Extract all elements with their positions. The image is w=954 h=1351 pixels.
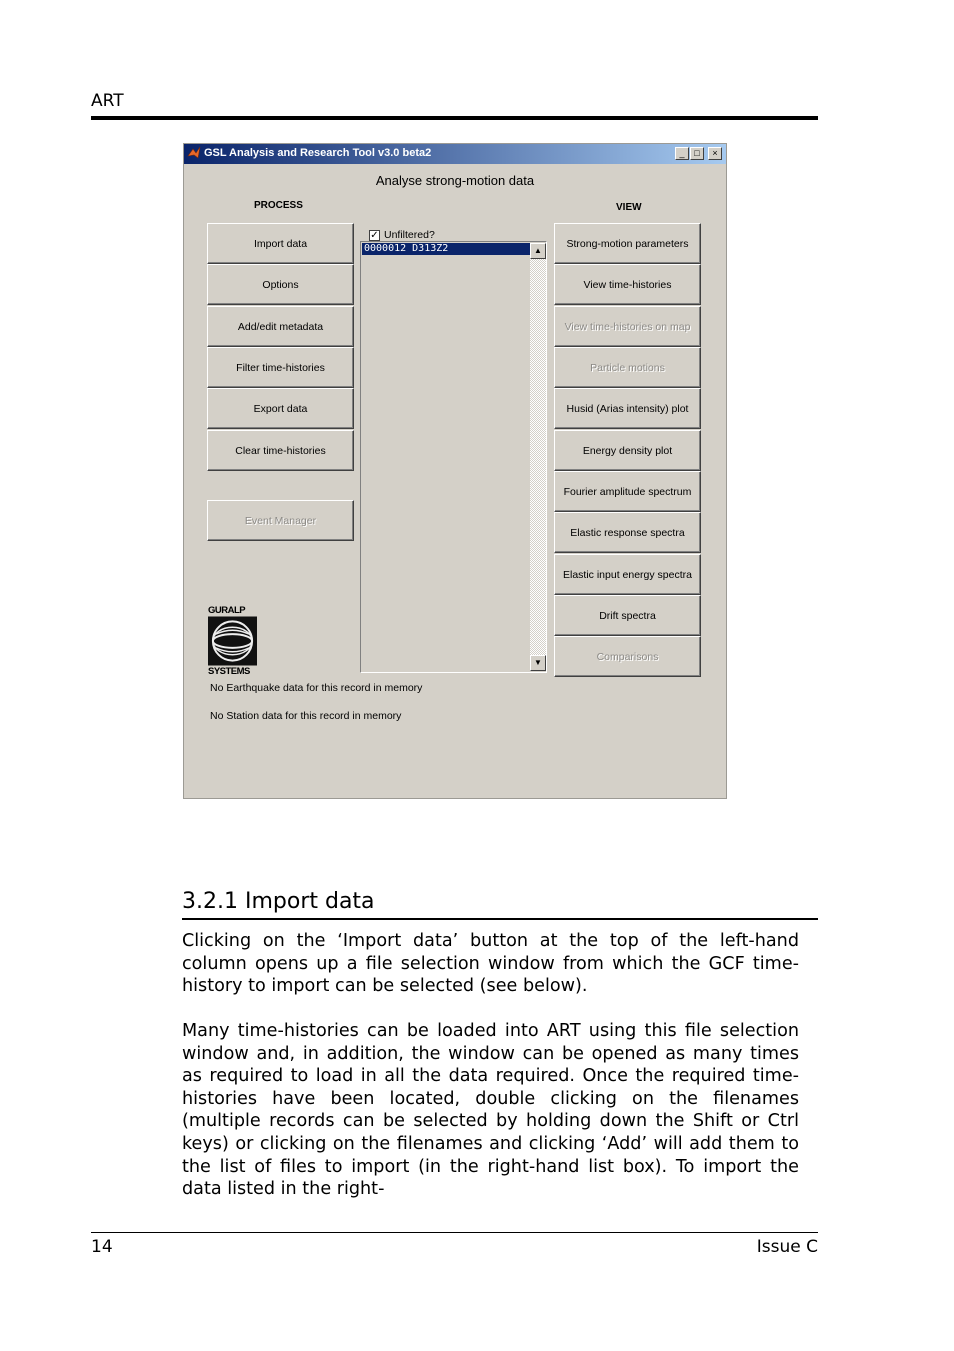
add-edit-metadata-button[interactable]: Add/edit metadata <box>207 306 354 347</box>
unfiltered-checkbox[interactable]: ✓ <box>370 230 379 241</box>
view-time-histories-on-map-button[interactable]: View time-histories on map <box>554 306 701 347</box>
unfiltered-label: Unfiltered? <box>384 229 435 241</box>
maximize-button[interactable]: □ <box>690 147 704 160</box>
window-title: GSL Analysis and Research Tool v3.0 beta2 <box>204 147 432 159</box>
header-rule <box>91 116 818 120</box>
paragraph: Clicking on the ‘Import data’ button at the top of the left-hand column opens up a file selection window from which the GCF time-history to import can be selected (see below). <box>182 931 799 997</box>
station-status: No Station data for this record in memory <box>210 710 402 722</box>
fourier-amplitude-spectrum-button[interactable]: Fourier amplitude spectrum <box>554 471 701 512</box>
process-label: PROCESS <box>254 200 303 211</box>
elastic-input-energy-spectra-button[interactable]: Elastic input energy spectra <box>554 554 701 595</box>
view-time-histories-button[interactable]: View time-histories <box>554 264 701 305</box>
view-label: VIEW <box>616 202 642 213</box>
particle-motions-button[interactable]: Particle motions <box>554 347 701 388</box>
energy-density-plot-button[interactable]: Energy density plot <box>554 430 701 471</box>
window-heading: Analyse strong-motion data <box>375 173 535 188</box>
options-button[interactable]: Options <box>207 264 354 305</box>
minimize-button[interactable]: _ <box>675 147 689 160</box>
running-head: ART <box>91 91 124 111</box>
section-rule <box>182 918 818 920</box>
export-data-button[interactable]: Export data <box>207 388 354 429</box>
clear-time-histories-button[interactable]: Clear time-histories <box>207 430 354 471</box>
strong-motion-parameters-button[interactable]: Strong-motion parameters <box>554 223 701 264</box>
globe-icon <box>208 616 257 666</box>
drift-spectra-button[interactable]: Drift spectra <box>554 595 701 636</box>
section-title: 3.2.1 Import data <box>182 889 375 914</box>
listbox-scrollbar[interactable] <box>530 243 546 671</box>
logo-top-text: GURALP <box>208 605 246 616</box>
footer-rule <box>91 1232 818 1233</box>
list-item[interactable]: 0000012 D313Z2 <box>362 243 532 255</box>
guralp-logo <box>208 605 258 677</box>
time-history-listbox[interactable] <box>360 241 547 673</box>
art-main-window <box>183 143 727 799</box>
filter-time-histories-button[interactable]: Filter time-histories <box>207 347 354 388</box>
scroll-down-icon[interactable]: ▼ <box>530 655 546 671</box>
page-number: 14 <box>91 1237 113 1257</box>
earthquake-status: No Earthquake data for this record in memory <box>210 682 423 694</box>
logo-bottom-text: SYSTEMS <box>208 666 250 677</box>
import-data-button[interactable]: Import data <box>207 223 354 264</box>
close-button[interactable]: × <box>708 147 722 160</box>
elastic-response-spectra-button[interactable]: Elastic response spectra <box>554 512 701 553</box>
event-manager-button[interactable]: Event Manager <box>207 500 354 541</box>
window-titlebar <box>184 144 726 164</box>
paragraph: Many time-histories can be loaded into ART using this file selection window and, in addition, the window can be opened as many times as required to load in all the data required. Once the required time-histories have been located, double clicking on the filenames (multiple records can be selected by holding down the Shift or Ctrl keys) or clicking on the filenames and clicking ‘Add’ will add them to the list of files to import (in the right-hand list box). To import the data listed in the right- <box>182 1021 799 1200</box>
scroll-up-icon[interactable]: ▲ <box>530 243 546 259</box>
husid-plot-button[interactable]: Husid (Arias intensity) plot <box>554 388 701 429</box>
comparisons-button[interactable]: Comparisons <box>554 636 701 677</box>
matlab-icon <box>187 146 201 160</box>
issue-label: Issue C <box>756 1237 818 1257</box>
